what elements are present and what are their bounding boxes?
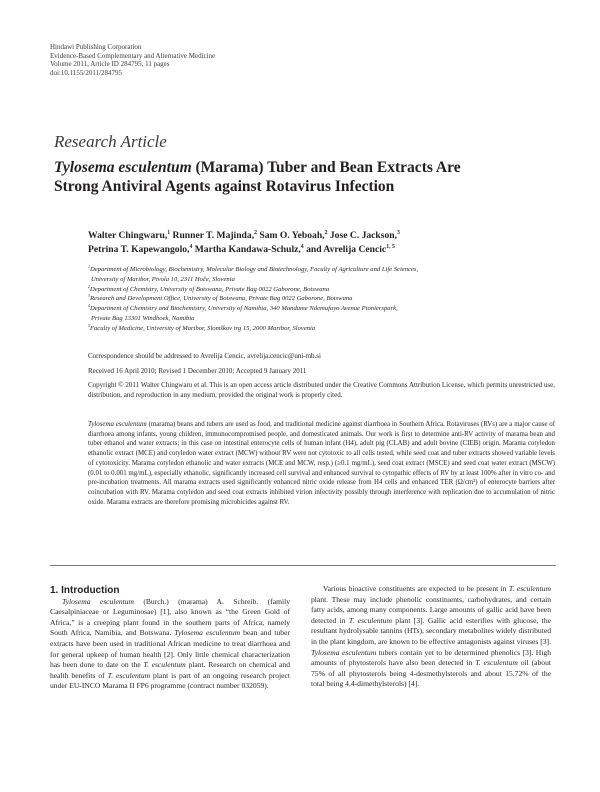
affiliation-number: 2 [88, 283, 90, 289]
title-line1-rest: (Marama) Tuber and Bean Extracts Are [191, 159, 461, 176]
author-name: Jose C. Jackson, [327, 230, 398, 241]
species-name: T. esculentum [348, 615, 392, 625]
paragraph-text: oil (about 75% of all phytosterols being 4-desmethylsterols and about 15.72% of the total being 4,4-dimethylsterols) [4]. [311, 658, 551, 689]
author-affiliation-mark: 1 [167, 229, 171, 236]
title-line2: Strong Antiviral Agents against Rotavirus Infection [54, 178, 395, 195]
species-name: T. esculentum [475, 658, 518, 668]
author-affiliation-mark: 2 [254, 229, 257, 236]
affiliation-item [88, 324, 558, 334]
paragraph-text: bean and tuber extracts have been used in traditional African medicine to treat diarrhoea and for general upkeep of human health [2]. Only little chemical characterization has been done to date on the [50, 628, 290, 670]
body-column-left [50, 586, 290, 692]
author-name: Petrina T. Kapewangolo, [88, 244, 190, 255]
species-name: T. esculentum [143, 660, 186, 670]
affiliation-number: 1 [88, 263, 90, 269]
affiliation-text: Faculty of Medicine, University of Maribor, Slomškov trg 15, 2000 Maribor, Slovenia [89, 324, 316, 332]
affiliation-text: Department of Microbiology, Biochemistry, Molecular Biology and Biotechnology, Faculty of Agriculture and Life Sciences, [89, 266, 419, 273]
author-affiliation-mark: 3 [397, 229, 400, 236]
affiliation-text-cont: Private Bag 13301 Windhoek, Namibia [91, 314, 195, 322]
title-species: Tylosema esculentum [54, 159, 192, 176]
author-name: Martha Kandawa-Schulz, [192, 244, 301, 255]
affiliation-text: Research and Development Office, University of Botswana, Private Bag 0022 Gaborone, Botswana [89, 295, 353, 303]
species-name: T. esculentum [508, 584, 551, 593]
species-name: Tylosema esculentum [174, 628, 241, 638]
author-name: Runner T. Majinda, [170, 230, 255, 241]
paragraph-text: Various bioactive constituents are expected to be present in [323, 584, 509, 593]
affiliation-list [88, 265, 558, 334]
author-line-2 [88, 243, 558, 257]
correspondence: Correspondence should be addressed to Avrelija Cencic, avrelija.cencic@uni-mb.si [88, 352, 321, 360]
author-line-1 [88, 229, 558, 243]
author-name: and Avrelija Cencic [303, 244, 387, 255]
paragraph-text: plant. Research on chemical and health benefits of [50, 660, 291, 680]
section-heading: 1. Introduction [50, 585, 120, 596]
abstract [88, 420, 555, 507]
affiliation-number: 4 [88, 303, 90, 308]
publisher-name: Hindawi Publishing Corporation [50, 43, 142, 51]
author-name: Walter Chingwaru, [88, 230, 168, 241]
paragraph-text: plant is part of an ongoing research project under EU-INCO Marama II FP6 programme (contract number 032059). [50, 670, 290, 691]
copyright-notice: Copyright © 2011 Walter Chingwaru et al. This is an open access article distributed under the Creative Commons Attribution License, which permits unrestricted use, distribution, and reproduction in any medium, provided the original work is properly cited. [88, 381, 555, 399]
species-name: T. esculentum [107, 670, 151, 680]
journal-name: Evidence-Based Complementary and Alternative Medicine [50, 51, 216, 60]
affiliation-item [88, 265, 558, 285]
species-name: Tylosema esculentum [311, 647, 377, 657]
author-affiliation-mark: 4 [189, 243, 193, 250]
affiliation-item [88, 285, 558, 295]
author-name: Sam O. Yeboah, [256, 230, 325, 241]
affiliation-item [88, 304, 558, 324]
paragraph-text: plant. These may include phenolic constituents, carbohydrates, and certain fatty acids, among many components. Large amounts of gallic acid have been detected in [311, 594, 551, 625]
affiliation-number: 3 [88, 293, 90, 299]
abstract-text: (marama) beans and tubers are used as food, and traditional medicine against diarrhoea in Southern Africa. Rotaviruses (RVs) are a major cause of diarrhoea among infants, young children, immunocompromised people, and domesticated animals. Our work is first to determine anti-RV activity of marama bean and tuber ethanol and water extracts; in this case on intestinal enterocyte cells of human infant (H4), adult pig (CLAB) and adult bovine (CIEB) origin. Marama cotyledon ethanolic extract (MCE) and cotyledon water extract (MCW) without RV were not cytotoxic to all cells tested, while seed coat and tuber extracts showed variable levels of cytotoxicity. Marama cotyledon ethanolic and water extracts (MCE and MCW, resp.) (≥0.1 mg/mL), seed coat extract (MSCE) and seed coat water extract (MSCW) (0.01 to 0.001 mg/mL), especially ethanolic, significantly increased cell survival and enhanced survival to cytopathic effects of RV by at least 100% after in vitro co- and pre-incubation treatments. All marama extracts used significantly enhanced nitric oxide release from H4 cells and enhanced TER (Ω/cm²) of enterocyte barriers after coincubation with RV. Marama cotyledon and seed coat extracts inhibited virion infectivity possibly through interference with replication due to accumulation of nitric oxide. Marama extracts are therefore promising microbicides against RV. [88, 421, 555, 506]
article-title [54, 158, 554, 196]
paragraph-text: plant [3]. Gallic acid esterifies with glucose, the resultant hydrolysable tannins (HTs), secondary metabolites widely distributed in the plant kingdom, are known to be effective antagonists against viruses [3]. [311, 615, 552, 646]
abstract-species: Tylosema esculentum [88, 421, 147, 428]
affiliation-text: Department of Chemistry and Biochemistry, University of Namibia, 340 Mandume Ndemufayo Avenue Pionierspark, [89, 305, 398, 313]
affiliation-text: Department of Chemistry, University of Botswana, Private Bag 0022 Gaborone, Botswana [89, 285, 330, 293]
section-divider [50, 565, 556, 566]
volume-info: Volume 2011, Article ID 284795, 11 pages [50, 60, 170, 69]
intro-paragraph-2 [311, 584, 551, 690]
paragraph-text: tubers contain yet to be determined phenolics [3]. High amounts of phytosterols have also been detected in [311, 647, 551, 668]
species-name: Tylosema esculentum [62, 596, 135, 606]
publication-header [50, 43, 215, 77]
author-affiliation-mark: 2 [324, 229, 328, 236]
body-column-right [311, 584, 551, 690]
author-affiliation-mark: 1, 5 [386, 243, 395, 250]
affiliation-number: 5 [88, 322, 90, 328]
author-affiliation-mark: 4 [300, 243, 304, 250]
doi: doi:10.1155/2011/284795 [50, 68, 123, 77]
article-type: Research Article [54, 132, 167, 151]
affiliation-text-cont: University of Maribor, Pivola 10, 2311 Hoče, Slovenia [91, 275, 235, 283]
intro-paragraph-1 [50, 597, 290, 692]
author-list [88, 229, 558, 257]
paragraph-text: (Burch.) (marama) A. Schreib. (family Caesalpiniaceae or Leguminosae) [1], also known as “the Green Gold of Africa,” is a creeping plant found in the southern parts of Africa, namely South Africa, Namibia, and Botswana. [50, 596, 290, 638]
affiliation-item [88, 294, 558, 304]
article-dates: Received 16 April 2010; Revised 1 December 2010; Accepted 9 January 2011 [88, 367, 307, 375]
